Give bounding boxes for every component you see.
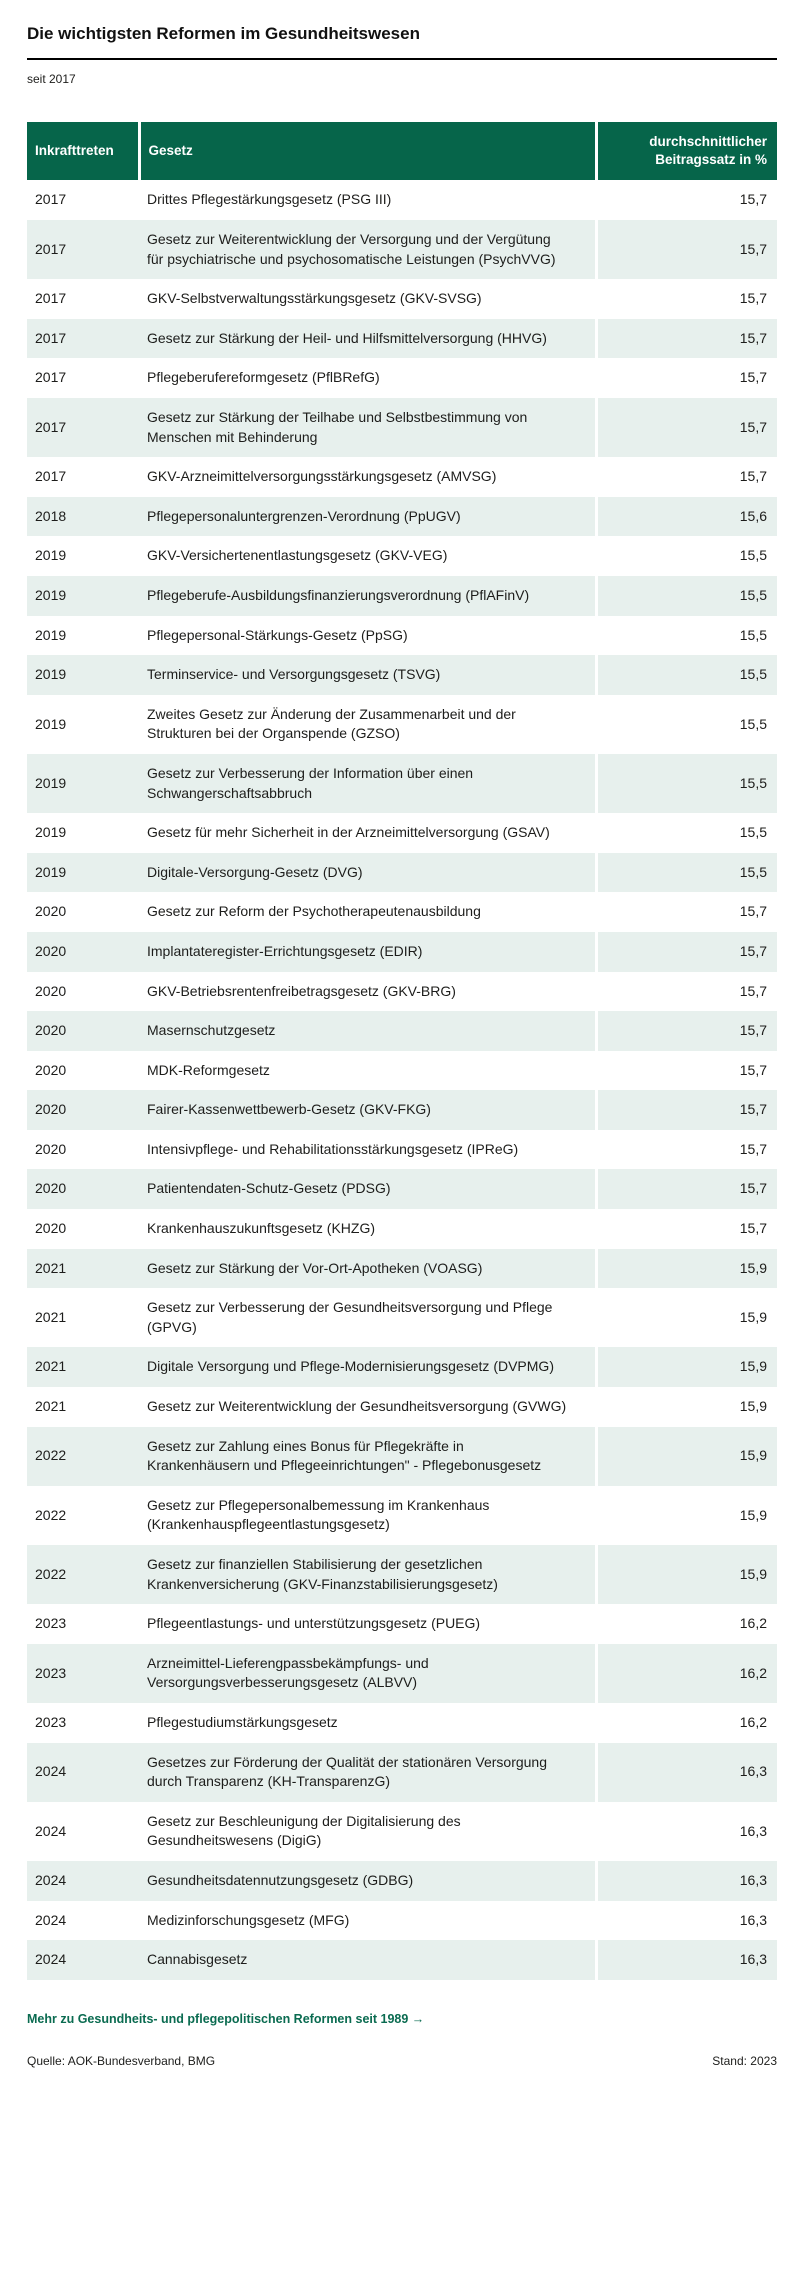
rate-cell: 15,7	[596, 319, 777, 359]
rate-cell: 15,7	[596, 1130, 777, 1170]
table-row	[27, 1427, 777, 1486]
rate-cell: 15,7	[596, 972, 777, 1012]
rate-cell: 15,7	[596, 1090, 777, 1130]
col-header-gesetz: Gesetz	[139, 122, 596, 180]
law-cell: Gesetz zur Stärkung der Vor-Ort-Apotheken (VOASG)	[139, 1249, 596, 1289]
rate-cell: 16,3	[596, 1861, 777, 1901]
year-cell: 2019	[27, 536, 139, 576]
rate-cell: 15,5	[596, 853, 777, 893]
page-title: Die wichtigsten Reformen im Gesundheitswesen	[27, 24, 420, 43]
year-cell: 2017	[27, 180, 139, 220]
law-cell: Digitale-Versorgung-Gesetz (DVG)	[139, 853, 596, 893]
year-cell: 2024	[27, 1901, 139, 1941]
year-cell: 2020	[27, 972, 139, 1012]
year-cell: 2020	[27, 1090, 139, 1130]
law-cell: Gesetz zur Stärkung der Heil- und Hilfsmittelversorgung (HHVG)	[139, 319, 596, 359]
year-cell: 2022	[27, 1486, 139, 1545]
table-row	[27, 180, 777, 220]
reforms-table	[27, 122, 777, 1980]
table-row	[27, 358, 777, 398]
law-cell: Arzneimittel-Lieferengpassbekämpfungs- und Versorgungsverbesserungsgesetz (ALBVV)	[139, 1644, 596, 1703]
law-cell: GKV-Betriebsrentenfreibetragsgesetz (GKV-BRG)	[139, 972, 596, 1012]
law-cell: Gesetz zur Beschleunigung der Digitalisierung des Gesundheitswesens (DigiG)	[139, 1802, 596, 1861]
year-cell: 2023	[27, 1644, 139, 1703]
year-cell: 2024	[27, 1743, 139, 1802]
table-row	[27, 1940, 777, 1980]
table-row	[27, 1347, 777, 1387]
year-cell: 2021	[27, 1249, 139, 1289]
law-cell: Pflegepersonaluntergrenzen-Verordnung (PpUGV)	[139, 497, 596, 537]
year-cell: 2019	[27, 616, 139, 656]
table-row	[27, 1288, 777, 1347]
year-cell: 2017	[27, 279, 139, 319]
rate-cell: 15,7	[596, 1051, 777, 1091]
table-row	[27, 536, 777, 576]
year-cell: 2019	[27, 813, 139, 853]
year-cell: 2017	[27, 457, 139, 497]
rate-cell: 15,7	[596, 892, 777, 932]
law-cell: GKV-Selbstverwaltungsstärkungsgesetz (GKV-SVSG)	[139, 279, 596, 319]
table-row	[27, 279, 777, 319]
year-cell: 2019	[27, 695, 139, 754]
rate-cell: 15,9	[596, 1288, 777, 1347]
table-row	[27, 932, 777, 972]
law-cell: Gesetz zur Stärkung der Teilhabe und Selbstbestimmung von Menschen mit Behinderung	[139, 398, 596, 457]
rate-cell: 16,2	[596, 1703, 777, 1743]
year-cell: 2024	[27, 1861, 139, 1901]
year-cell: 2017	[27, 220, 139, 279]
col-header-beitragssatz	[596, 122, 777, 180]
law-cell: Pflegeberufereformgesetz (PflBRefG)	[139, 358, 596, 398]
year-cell: 2019	[27, 576, 139, 616]
footer	[27, 2054, 777, 2068]
table-row	[27, 1090, 777, 1130]
rate-cell: 15,9	[596, 1545, 777, 1604]
table-row	[27, 1387, 777, 1427]
table-row	[27, 695, 777, 754]
year-cell: 2017	[27, 358, 139, 398]
rate-cell: 15,7	[596, 180, 777, 220]
law-cell: Gesetz zur Weiterentwicklung der Gesundheitsversorgung (GVWG)	[139, 1387, 596, 1427]
rate-cell: 15,7	[596, 1169, 777, 1209]
source-text: Quelle: AOK-Bundesverband, BMG	[27, 2053, 216, 2068]
year-cell: 2024	[27, 1940, 139, 1980]
rate-cell: 15,6	[596, 497, 777, 537]
col-header-inkrafttreten: Inkrafttreten	[27, 122, 139, 180]
law-cell: Gesundheitsdatennutzungsgesetz (GDBG)	[139, 1861, 596, 1901]
year-cell: 2023	[27, 1604, 139, 1644]
year-cell: 2021	[27, 1347, 139, 1387]
table-row	[27, 1802, 777, 1861]
rate-cell: 15,5	[596, 655, 777, 695]
year-cell: 2019	[27, 655, 139, 695]
law-cell: Gesetz zur Verbesserung der Information über einen Schwangerschaftsabbruch	[139, 754, 596, 813]
rate-cell: 15,7	[596, 220, 777, 279]
law-cell: Gesetz zur finanziellen Stabilisierung der gesetzlichen Krankenversicherung (GKV-Finanzstabilisierungsgesetz)	[139, 1545, 596, 1604]
rate-cell: 15,7	[596, 457, 777, 497]
law-cell: Fairer-Kassenwettbewerb-Gesetz (GKV-FKG)	[139, 1090, 596, 1130]
table-row	[27, 1644, 777, 1703]
table-row	[27, 1209, 777, 1249]
year-cell: 2020	[27, 932, 139, 972]
title-divider	[27, 58, 777, 60]
rate-cell: 15,9	[596, 1486, 777, 1545]
table-row	[27, 1901, 777, 1941]
year-cell: 2020	[27, 1011, 139, 1051]
rate-cell: 15,9	[596, 1427, 777, 1486]
table-row	[27, 497, 777, 537]
law-cell: Medizinforschungsgesetz (MFG)	[139, 1901, 596, 1941]
table-row	[27, 1051, 777, 1091]
year-cell: 2022	[27, 1545, 139, 1604]
rate-cell: 16,2	[596, 1604, 777, 1644]
law-cell: Patientendaten-Schutz-Gesetz (PDSG)	[139, 1169, 596, 1209]
rate-cell: 15,5	[596, 616, 777, 656]
table-row	[27, 1130, 777, 1170]
rate-cell: 15,7	[596, 358, 777, 398]
table-row	[27, 1861, 777, 1901]
more-reforms-link[interactable]: Mehr zu Gesundheits- und pflegepolitischen Reformen seit 1989 →	[27, 2011, 425, 2026]
law-cell: Krankenhauszukunftsgesetz (KHZG)	[139, 1209, 596, 1249]
rate-cell: 15,7	[596, 1011, 777, 1051]
rate-cell: 15,9	[596, 1387, 777, 1427]
table-row	[27, 754, 777, 813]
col-header-beitragssatz-label: durchschnittlicher Beitragssatz in %	[649, 134, 767, 168]
law-cell: Gesetz zur Pflegepersonalbemessung im Krankenhaus (Krankenhauspflegeentlastungsgesetz)	[139, 1486, 596, 1545]
law-cell: MDK-Reformgesetz	[139, 1051, 596, 1091]
law-cell: Intensivpflege- und Rehabilitationsstärkungsgesetz (IPReG)	[139, 1130, 596, 1170]
rate-cell: 16,2	[596, 1644, 777, 1703]
table-row	[27, 1743, 777, 1802]
table-body	[27, 180, 777, 1979]
rate-cell: 15,7	[596, 932, 777, 972]
law-cell: Gesetz zur Weiterentwicklung der Versorgung und der Vergütung für psychiatrische und psychosomatische Leistungen (PsychVVG)	[139, 220, 596, 279]
year-cell: 2020	[27, 1209, 139, 1249]
table-row	[27, 576, 777, 616]
rate-cell: 15,5	[596, 813, 777, 853]
table-row	[27, 972, 777, 1012]
law-cell: Terminservice- und Versorgungsgesetz (TSVG)	[139, 655, 596, 695]
rate-cell: 15,7	[596, 398, 777, 457]
law-cell: Zweites Gesetz zur Änderung der Zusammenarbeit und der Strukturen bei der Organspende (GZSO)	[139, 695, 596, 754]
rate-cell: 16,3	[596, 1901, 777, 1941]
year-cell: 2018	[27, 497, 139, 537]
rate-cell: 15,9	[596, 1347, 777, 1387]
table-row	[27, 892, 777, 932]
year-cell: 2020	[27, 892, 139, 932]
law-cell: Gesetz zur Zahlung eines Bonus für Pflegekräfte in Krankenhäusern und Pflegeeinrichtungen" - Pflegebonusgesetz	[139, 1427, 596, 1486]
table-row	[27, 1545, 777, 1604]
year-cell: 2024	[27, 1802, 139, 1861]
law-cell: Gesetz zur Reform der Psychotherapeutenausbildung	[139, 892, 596, 932]
table-row	[27, 1604, 777, 1644]
law-cell: GKV-Versichertenentlastungsgesetz (GKV-VEG)	[139, 536, 596, 576]
rate-cell: 16,3	[596, 1940, 777, 1980]
law-cell: Pflegestudiumstärkungsgesetz	[139, 1703, 596, 1743]
law-cell: GKV-Arzneimittelversorgungsstärkungsgesetz (AMVSG)	[139, 457, 596, 497]
law-cell: Pflegeberufe-Ausbildungsfinanzierungsverordnung (PflAFinV)	[139, 576, 596, 616]
table-row	[27, 398, 777, 457]
year-cell: 2017	[27, 319, 139, 359]
table-row	[27, 813, 777, 853]
rate-cell: 15,5	[596, 695, 777, 754]
rate-cell: 16,3	[596, 1743, 777, 1802]
year-cell: 2021	[27, 1387, 139, 1427]
law-cell: Pflegepersonal-Stärkungs-Gesetz (PpSG)	[139, 616, 596, 656]
rate-cell: 15,7	[596, 1209, 777, 1249]
year-cell: 2017	[27, 398, 139, 457]
law-cell: Implantateregister-Errichtungsgesetz (EDIR)	[139, 932, 596, 972]
year-cell: 2019	[27, 853, 139, 893]
table-header-row	[27, 122, 777, 180]
rate-cell: 16,3	[596, 1802, 777, 1861]
year-cell: 2020	[27, 1169, 139, 1209]
subtitle: seit 2017	[27, 72, 76, 86]
table-row	[27, 616, 777, 656]
rate-cell: 15,9	[596, 1249, 777, 1289]
table-row	[27, 319, 777, 359]
year-cell: 2019	[27, 754, 139, 813]
law-cell: Digitale Versorgung und Pflege-Modernisierungsgesetz (DVPMG)	[139, 1347, 596, 1387]
rate-cell: 15,7	[596, 279, 777, 319]
year-cell: 2021	[27, 1288, 139, 1347]
stand-text: Stand: 2023	[712, 2053, 777, 2068]
table-row	[27, 220, 777, 279]
table-header	[27, 122, 777, 180]
law-cell: Gesetz zur Verbesserung der Gesundheitsversorgung und Pflege (GPVG)	[139, 1288, 596, 1347]
rate-cell: 15,5	[596, 576, 777, 616]
table-row	[27, 1249, 777, 1289]
law-cell: Pflegeentlastungs- und unterstützungsgesetz (PUEG)	[139, 1604, 596, 1644]
year-cell: 2020	[27, 1130, 139, 1170]
law-cell: Drittes Pflegestärkungsgesetz (PSG III)	[139, 180, 596, 220]
table-row	[27, 1011, 777, 1051]
table-row	[27, 457, 777, 497]
table-row	[27, 853, 777, 893]
table-row	[27, 1169, 777, 1209]
year-cell: 2023	[27, 1703, 139, 1743]
year-cell: 2020	[27, 1051, 139, 1091]
law-cell: Masernschutzgesetz	[139, 1011, 596, 1051]
rate-cell: 15,5	[596, 536, 777, 576]
year-cell: 2022	[27, 1427, 139, 1486]
law-cell: Gesetzes zur Förderung der Qualität der stationären Versorgung durch Transparenz (KH-TransparenzG)	[139, 1743, 596, 1802]
table-row	[27, 1703, 777, 1743]
table-row	[27, 1486, 777, 1545]
table-row	[27, 655, 777, 695]
law-cell: Cannabisgesetz	[139, 1940, 596, 1980]
rate-cell: 15,5	[596, 754, 777, 813]
law-cell: Gesetz für mehr Sicherheit in der Arzneimittelversorgung (GSAV)	[139, 813, 596, 853]
